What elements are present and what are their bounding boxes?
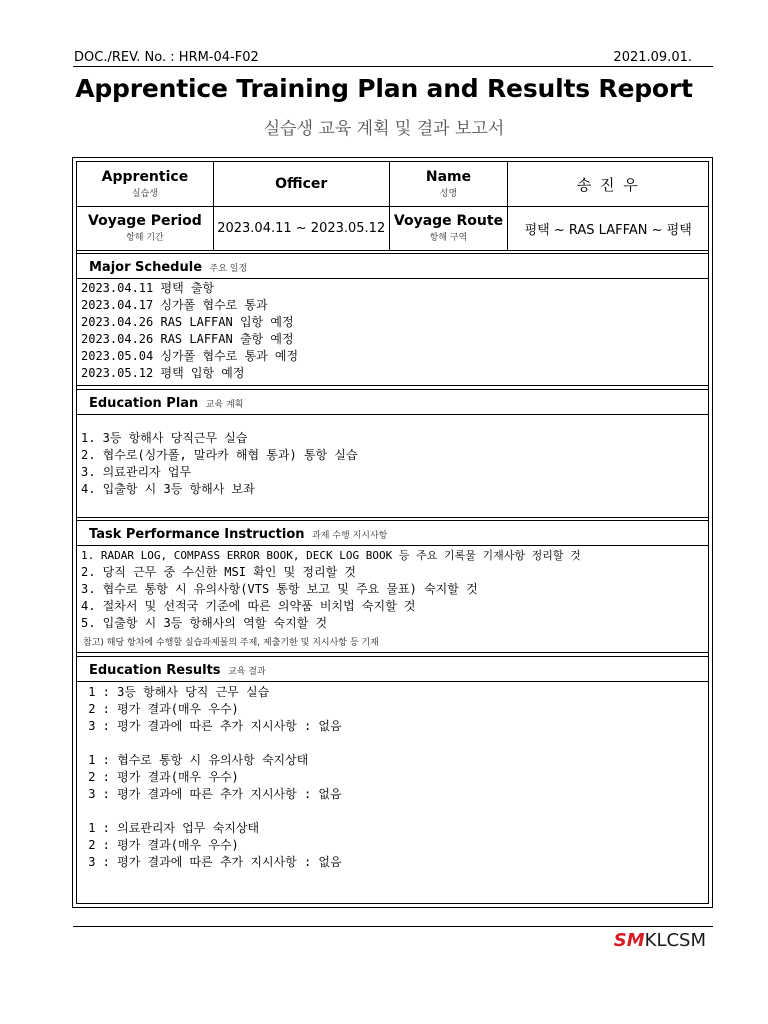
voyage-route-value: 평택 ~ RAS LAFFAN ~ 평택: [524, 223, 692, 238]
education-plan-body: [76, 414, 709, 518]
result-line: 3 : 평가 결과에 따른 추가 지시사항 : 없음: [81, 855, 342, 869]
document-number: DOC./REV. No. : HRM-04-F02: [74, 50, 259, 65]
document-date: 2021.09.01.: [613, 50, 692, 65]
name-value: 송 진 우: [576, 175, 640, 194]
schedule-line: 2023.04.26 RAS LAFFAN 출항 예정: [81, 332, 294, 346]
education-results-body: [76, 681, 709, 904]
name-sub-label: 성명: [439, 188, 458, 199]
task-instruction-body: [76, 545, 709, 653]
education-results-title: Education Results: [89, 663, 221, 678]
task-instruction-title: Task Performance Instruction: [89, 527, 305, 542]
task-instruction-title-kr: 과제 수행 지시사항: [312, 531, 388, 541]
result-line: [77, 803, 708, 820]
voyage-route-label: Voyage Route: [393, 213, 504, 229]
result-line: 1 : 의료관리자 업무 숙지상태: [81, 821, 260, 835]
voyage-period-label: Voyage Period: [88, 213, 202, 229]
task-line: 3. 협수로 통항 시 유의사항(VTS 통항 보고 및 주요 물표) 숙지할 것: [81, 582, 478, 596]
major-schedule-title: Major Schedule: [89, 260, 203, 275]
name-label-cell: [389, 162, 508, 207]
footer-divider: [73, 926, 713, 927]
result-line: 2 : 평가 결과(매우 우수): [81, 838, 239, 852]
education-results-header: [76, 656, 709, 682]
voyage-route-label-cell: [389, 207, 508, 251]
voyage-period-sub-label: 항해 기간: [126, 233, 164, 243]
logo-sm: SM: [613, 930, 645, 951]
schedule-line: 2023.04.17 싱가폴 협수로 통과: [81, 298, 268, 312]
plan-line: 3. 의료관리자 업무: [81, 465, 192, 479]
schedule-line: 2023.04.26 RAS LAFFAN 입항 예정: [81, 315, 294, 329]
major-schedule-title-kr: 주요 일정: [209, 264, 248, 274]
major-schedule-header: [76, 253, 709, 279]
education-plan-title: Education Plan: [89, 396, 199, 411]
result-line: 3 : 평가 결과에 따른 추가 지시사항 : 없음: [81, 787, 342, 801]
task-line: 5. 입출항 시 3등 항해사의 역할 숙지할 것: [81, 616, 328, 630]
result-line: 3 : 평가 결과에 따른 추가 지시사항 : 없음: [81, 719, 342, 733]
result-line: 1 : 협수로 통항 시 유의사항 숙지상태: [81, 753, 309, 767]
plan-line: 4. 입출항 시 3등 항해사 보좌: [81, 482, 255, 496]
plan-line: 2. 협수로(싱가폴, 말라카 해협 통과) 통항 실습: [81, 448, 358, 462]
officer-label: Officer: [275, 175, 328, 192]
education-plan-header: [76, 389, 709, 415]
voyage-route-value-cell: [508, 207, 709, 251]
voyage-route-sub-label: 항해 구역: [429, 233, 468, 243]
apprentice-sub-label: 실습생: [131, 188, 158, 199]
task-line: 4. 절차서 및 선적국 기준에 따른 의약품 비치법 숙지할 것: [81, 599, 416, 613]
task-instruction-header: [76, 520, 709, 546]
schedule-line: 2023.04.11 평택 출항: [81, 281, 215, 295]
voyage-period-value: 2023.04.11 ~ 2023.05.12: [217, 221, 386, 236]
result-line: 1 : 3등 항해사 당직 근무 실습: [81, 685, 270, 699]
result-line: 2 : 평가 결과(매우 우수): [81, 702, 239, 716]
apprentice-label: Apprentice: [101, 168, 189, 185]
schedule-line: 2023.05.04 싱가폴 협수로 통과 예정: [81, 349, 299, 363]
schedule-line: 2023.05.12 평택 입항 예정: [81, 366, 245, 380]
name-value-cell: [508, 162, 709, 207]
education-plan-title-kr: 교육 계획: [205, 400, 244, 410]
info-table: [76, 161, 709, 251]
voyage-period-value-cell: [213, 207, 389, 251]
voyage-period-label-cell: [77, 207, 214, 251]
education-results-title-kr: 교육 결과: [228, 667, 266, 677]
apprentice-label-cell: [77, 162, 214, 207]
logo-text: KLCSM: [644, 930, 706, 951]
result-line: 2 : 평가 결과(매우 우수): [81, 770, 239, 784]
officer-cell: [213, 162, 389, 207]
page-subtitle: 실습생 교육 계획 및 결과 보고서: [263, 119, 505, 139]
task-line: 2. 당직 근무 중 수신한 MSI 확인 및 정리할 것: [81, 565, 357, 579]
result-line: [77, 735, 708, 752]
company-logo: [614, 930, 706, 951]
name-label: Name: [425, 168, 472, 185]
info-row-voyage: [77, 207, 709, 251]
task-instruction-note: 참고) 해당 항차에 수행할 실습과제물의 주제, 제출기한 및 지시사항 등 기재: [83, 638, 379, 648]
major-schedule-body: [76, 278, 709, 386]
page-title: Apprentice Training Plan and Results Report: [75, 74, 693, 103]
info-row-apprentice: [77, 162, 709, 207]
task-line: 1. RADAR LOG, COMPASS ERROR BOOK, DECK LOG BOOK 등 주요 기록물 기재사항 정리할 것: [81, 549, 581, 562]
header-divider: [73, 66, 713, 67]
plan-line: 1. 3등 항해사 당직근무 실습: [81, 431, 248, 445]
